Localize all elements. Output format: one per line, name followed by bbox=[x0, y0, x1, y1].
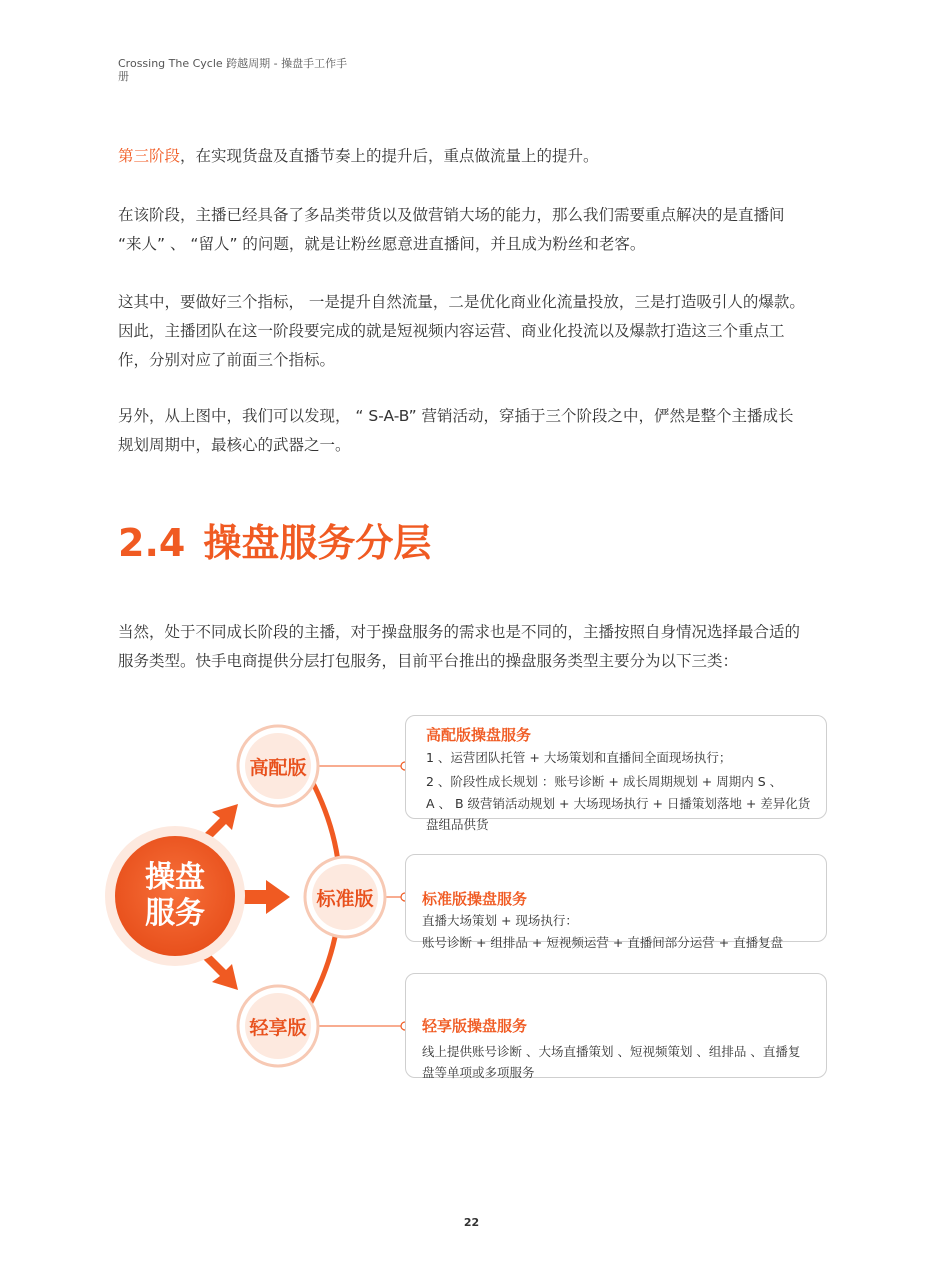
card-line: 线上提供账号诊断 、大场直播策划 、短视频策划 、组排品 、直播复 bbox=[422, 1044, 801, 1059]
paragraph-stage-ability bbox=[118, 201, 830, 259]
paragraph-line: 在该阶段，主播已经具备了多品类带货以及做营销大场的能力，那么我们需要重点解决的是直播间 bbox=[118, 206, 785, 224]
paragraph-line: 因此，主播团队在这一阶段要完成的就是短视频内容运营、商业化投流以及爆款打造这三个重点工 bbox=[118, 322, 785, 340]
card-line: 账号诊断 + 组排品 + 短视频运营 + 直播间部分运营 + 直播复盘 bbox=[422, 935, 784, 950]
paragraph-line: 这其中，要做好三个指标， 一是提升自然流量，二是优化商业化流量投放，三是打造吸引人的爆款。 bbox=[118, 293, 805, 311]
stage-three-label: 第三阶段 bbox=[118, 147, 181, 165]
paragraph-stage-three bbox=[118, 142, 830, 171]
card-line: 2 、阶段性成长规划 ：账号诊断 + 成长周期规划 + 周期内 S 、 bbox=[426, 774, 783, 789]
paragraph-line: 服务类型。快手电商提供分层打包服务，目前平台推出的操盘服务类型主要分为以下三类： bbox=[118, 652, 739, 670]
card-title: 轻享版操盘服务 bbox=[422, 1017, 528, 1035]
section-number: 2.4 bbox=[118, 521, 186, 565]
card-line: 盘组品供货 bbox=[426, 817, 489, 832]
paragraph-line: 作，分别对应了前面三个指标。 bbox=[118, 351, 336, 369]
page-number: 22 bbox=[463, 1216, 480, 1229]
paragraph-line: 当然，处于不同成长阶段的主播，对于操盘服务的需求也是不同的，主播按照自身情况选择最合适的 bbox=[118, 623, 801, 641]
card-light-tier bbox=[405, 973, 827, 1078]
paragraph-sab-activity bbox=[118, 402, 830, 460]
center-label-line-1: 操盘 bbox=[145, 860, 205, 895]
card-line: A 、 B 级营销活动规划 + 大场现场执行 + 日播策划落地 + 差异化货 bbox=[426, 796, 811, 811]
card-title: 标准版操盘服务 bbox=[422, 890, 528, 908]
header-line-2: 册 bbox=[118, 70, 129, 83]
tier-label-high: 高配版 bbox=[249, 756, 307, 779]
paragraph-line: 另外，从上图中，我们可以发现， “ S-A-B” 营销活动，穿插于三个阶段之中，俨然是整个主播成长 bbox=[118, 407, 794, 425]
service-tier-diagram bbox=[0, 700, 943, 1100]
paragraph-line: “来人” 、 “留人” 的问题，就是让粉丝愿意进直播间，并且成为粉丝和老客。 bbox=[118, 235, 646, 253]
header-line-1: Crossing The Cycle 跨越周期 - 操盘手工作手 bbox=[118, 57, 348, 70]
paragraph-text: ，在实现货盘及直播节奏上的提升后，重点做流量上的提升。 bbox=[180, 147, 599, 165]
card-title: 高配版操盘服务 bbox=[426, 726, 532, 744]
card-line: 1 、运营团队托管 + 大场策划和直播间全面现场执行； bbox=[426, 750, 732, 765]
card-high-tier bbox=[405, 715, 827, 832]
tier-label-light: 轻享版 bbox=[249, 1016, 307, 1039]
tier-label-standard: 标准版 bbox=[316, 887, 374, 910]
center-label-line-2: 服务 bbox=[145, 896, 205, 931]
paragraph-line: 规划周期中，最核心的武器之一。 bbox=[118, 436, 351, 454]
section-title: 操盘服务分层 bbox=[203, 521, 432, 565]
section-heading bbox=[118, 515, 431, 571]
arrow-right bbox=[240, 880, 290, 914]
card-line: 盘等单项或多项服务 bbox=[422, 1065, 535, 1080]
paragraph-service-intro bbox=[118, 618, 830, 676]
center-label bbox=[115, 836, 235, 956]
card-standard-tier bbox=[405, 854, 827, 950]
running-header bbox=[118, 57, 368, 83]
card-line: 直播大场策划 + 现场执行： bbox=[422, 913, 578, 928]
paragraph-three-metrics bbox=[118, 288, 830, 375]
